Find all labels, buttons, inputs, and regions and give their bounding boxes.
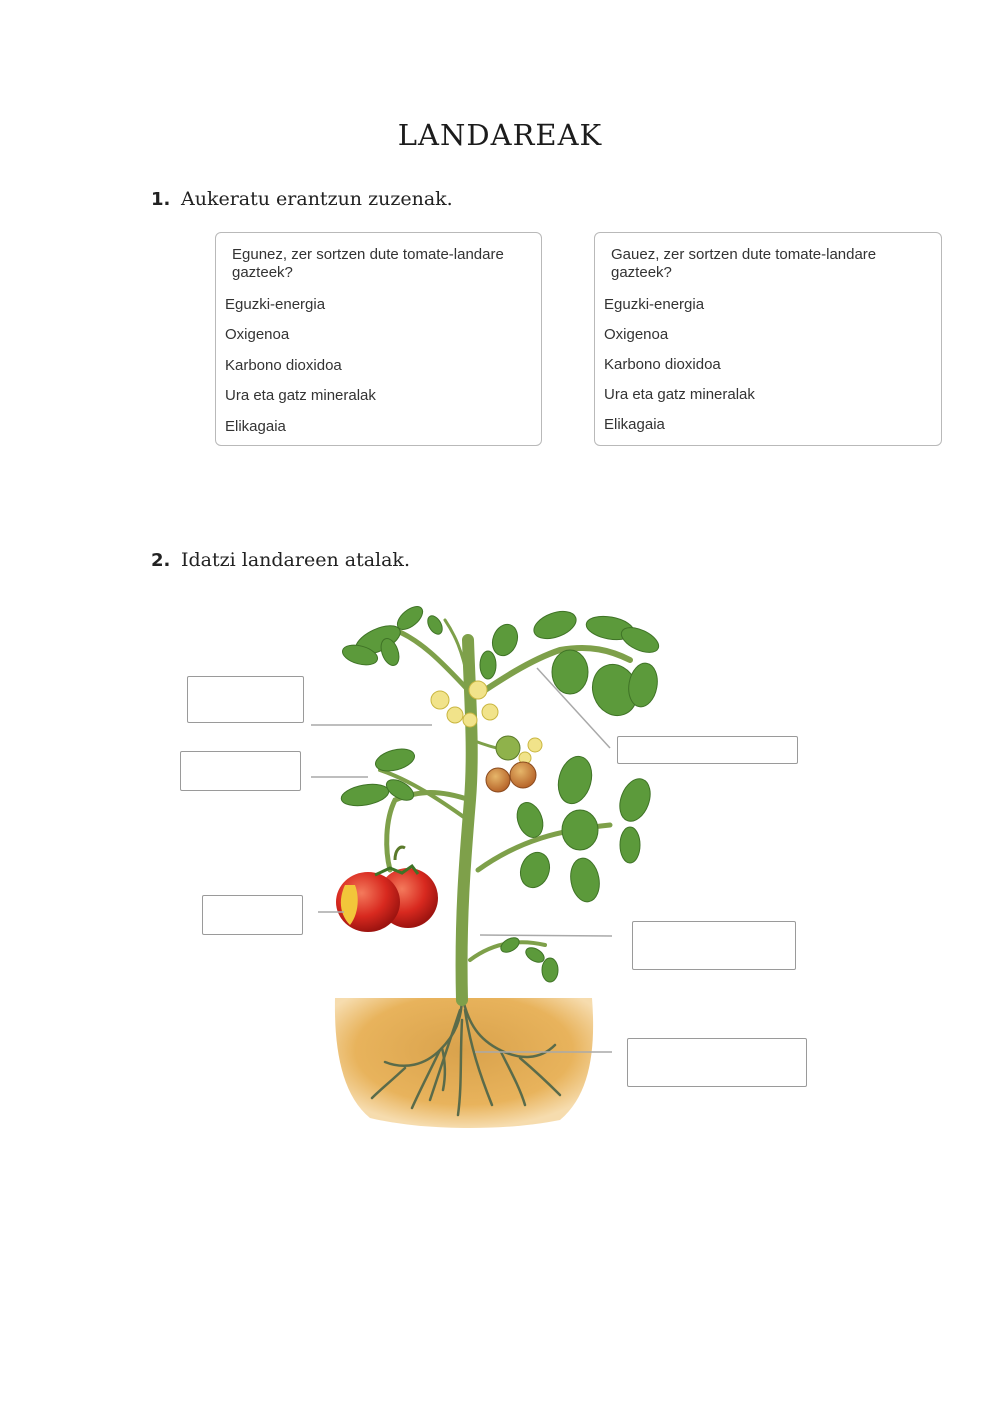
label-box-stem[interactable] [632, 921, 796, 970]
question-number: 1. [151, 189, 171, 210]
choice-question: Egunez, zer sortzen dute tomate-landare gazteek? [232, 246, 504, 281]
option-solar-energy[interactable]: Eguzki-energia [225, 296, 326, 313]
question-text: Idatzi landareen atalak. [181, 549, 410, 571]
label-box-branch[interactable] [617, 736, 798, 764]
label-box-leaf[interactable] [180, 751, 301, 791]
label-box-flower[interactable] [187, 676, 304, 723]
option-food[interactable]: Elikagaia [604, 416, 665, 433]
option-water-minerals[interactable]: Ura eta gatz mineralak [225, 387, 376, 404]
option-oxygen[interactable]: Oxigenoa [225, 326, 290, 343]
option-carbon-dioxide[interactable]: Karbono dioxidoa [604, 356, 721, 373]
question-text: Aukeratu erantzun zuzenak. [181, 188, 453, 210]
option-food[interactable]: Elikagaia [225, 418, 286, 435]
page-title: LANDAREAK [397, 118, 603, 152]
choice-question: Gauez, zer sortzen dute tomate-landare gazteek? [611, 246, 877, 281]
option-carbon-dioxide[interactable]: Karbono dioxidoa [225, 357, 342, 374]
option-oxygen[interactable]: Oxigenoa [604, 326, 669, 343]
label-box-root[interactable] [627, 1038, 807, 1087]
option-water-minerals[interactable]: Ura eta gatz mineralak [604, 386, 755, 403]
flowers [431, 681, 542, 764]
soil [335, 998, 593, 1128]
question-number: 2. [151, 550, 171, 571]
option-solar-energy[interactable]: Eguzki-energia [604, 296, 705, 313]
label-box-fruit[interactable] [202, 895, 303, 935]
